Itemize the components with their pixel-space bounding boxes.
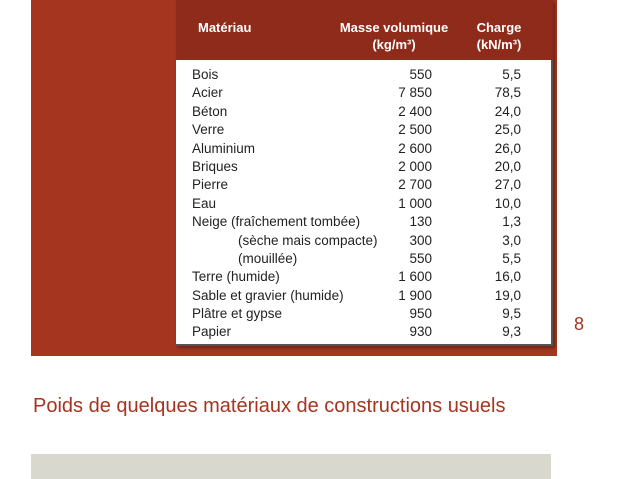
cell-density: 1 600: [398, 269, 432, 285]
cell-material: Verre: [192, 122, 225, 138]
cell-material: (sèche mais compacte): [238, 232, 378, 248]
cell-material: Béton: [192, 103, 228, 119]
table-row: [192, 176, 542, 194]
table-row: [192, 66, 542, 84]
cell-load: 5,5: [502, 67, 521, 82]
cell-material: Bois: [192, 67, 219, 82]
cell-density: 550: [409, 250, 432, 266]
cell-load: 26,0: [494, 140, 521, 156]
bottom-bar: [31, 454, 551, 479]
table-row: [192, 268, 542, 286]
table-row: [192, 305, 542, 323]
cell-density: 130: [409, 214, 432, 230]
cell-load: 9,3: [502, 324, 521, 340]
cell-material: Papier: [192, 324, 232, 340]
table-row: [192, 84, 542, 102]
cell-load: 3,0: [502, 232, 521, 248]
table-row: [192, 121, 542, 139]
cell-density: 2 400: [398, 103, 432, 119]
cell-material: Acier: [192, 85, 223, 101]
table-body: [192, 66, 542, 342]
cell-density: 1 900: [398, 287, 432, 303]
table-row: [192, 232, 542, 250]
cell-material: Eau: [192, 195, 217, 211]
header-density-title: Masse volumique: [339, 20, 449, 35]
cell-density: 2 600: [398, 140, 432, 156]
cell-load: 27,0: [494, 177, 521, 193]
cell-load: 78,5: [494, 85, 521, 101]
table-row: [192, 213, 542, 231]
header-material: Matériau: [198, 20, 252, 35]
cell-density: 1 000: [398, 195, 432, 211]
cell-density: 300: [409, 232, 432, 248]
cell-density: 950: [409, 306, 432, 322]
cell-load: 24,0: [494, 103, 521, 119]
cell-density: 2 000: [398, 158, 432, 174]
table-row: [192, 250, 542, 268]
table-row: [192, 323, 542, 341]
slide-caption: Poids de quelques matériaux de constructions usuels: [33, 395, 506, 417]
cell-load: 10,0: [494, 195, 521, 211]
cell-load: 25,0: [494, 122, 521, 138]
cell-material: Briques: [192, 158, 238, 174]
cell-load: 16,0: [494, 269, 521, 285]
header-load-unit: (kN/m³): [476, 37, 522, 52]
cell-density: 550: [409, 67, 432, 82]
cell-material: Aluminium: [192, 140, 256, 156]
table-row: [192, 140, 542, 158]
table-header: [176, 0, 553, 60]
cell-material: Neige (fraîchement tombée): [192, 214, 361, 230]
cell-material: (mouillée): [238, 250, 298, 266]
header-load-title: Charge: [476, 20, 522, 35]
cell-load: 19,0: [494, 287, 521, 303]
cell-material: Sable et gravier (humide): [192, 287, 344, 303]
header-load: [459, 19, 539, 53]
header-density: [330, 19, 458, 53]
cell-load: 5,5: [502, 250, 521, 266]
cell-density: 7 850: [398, 85, 432, 101]
header-density-unit: (kg/m³): [372, 37, 416, 52]
table-row: [192, 287, 542, 305]
cell-density: 930: [409, 324, 432, 340]
cell-load: 9,5: [502, 306, 521, 322]
cell-load: 20,0: [494, 158, 521, 174]
cell-density: 2 500: [398, 122, 432, 138]
page-number: 8: [574, 314, 585, 334]
table-row: [192, 158, 542, 176]
table-row: [192, 103, 542, 121]
cell-material: Pierre: [192, 177, 229, 193]
cell-load: 1,3: [502, 214, 521, 230]
cell-density: 2 700: [398, 177, 432, 193]
cell-material: Plâtre et gypse: [192, 306, 283, 322]
table-row: [192, 195, 542, 213]
cell-material: Terre (humide): [192, 269, 280, 285]
